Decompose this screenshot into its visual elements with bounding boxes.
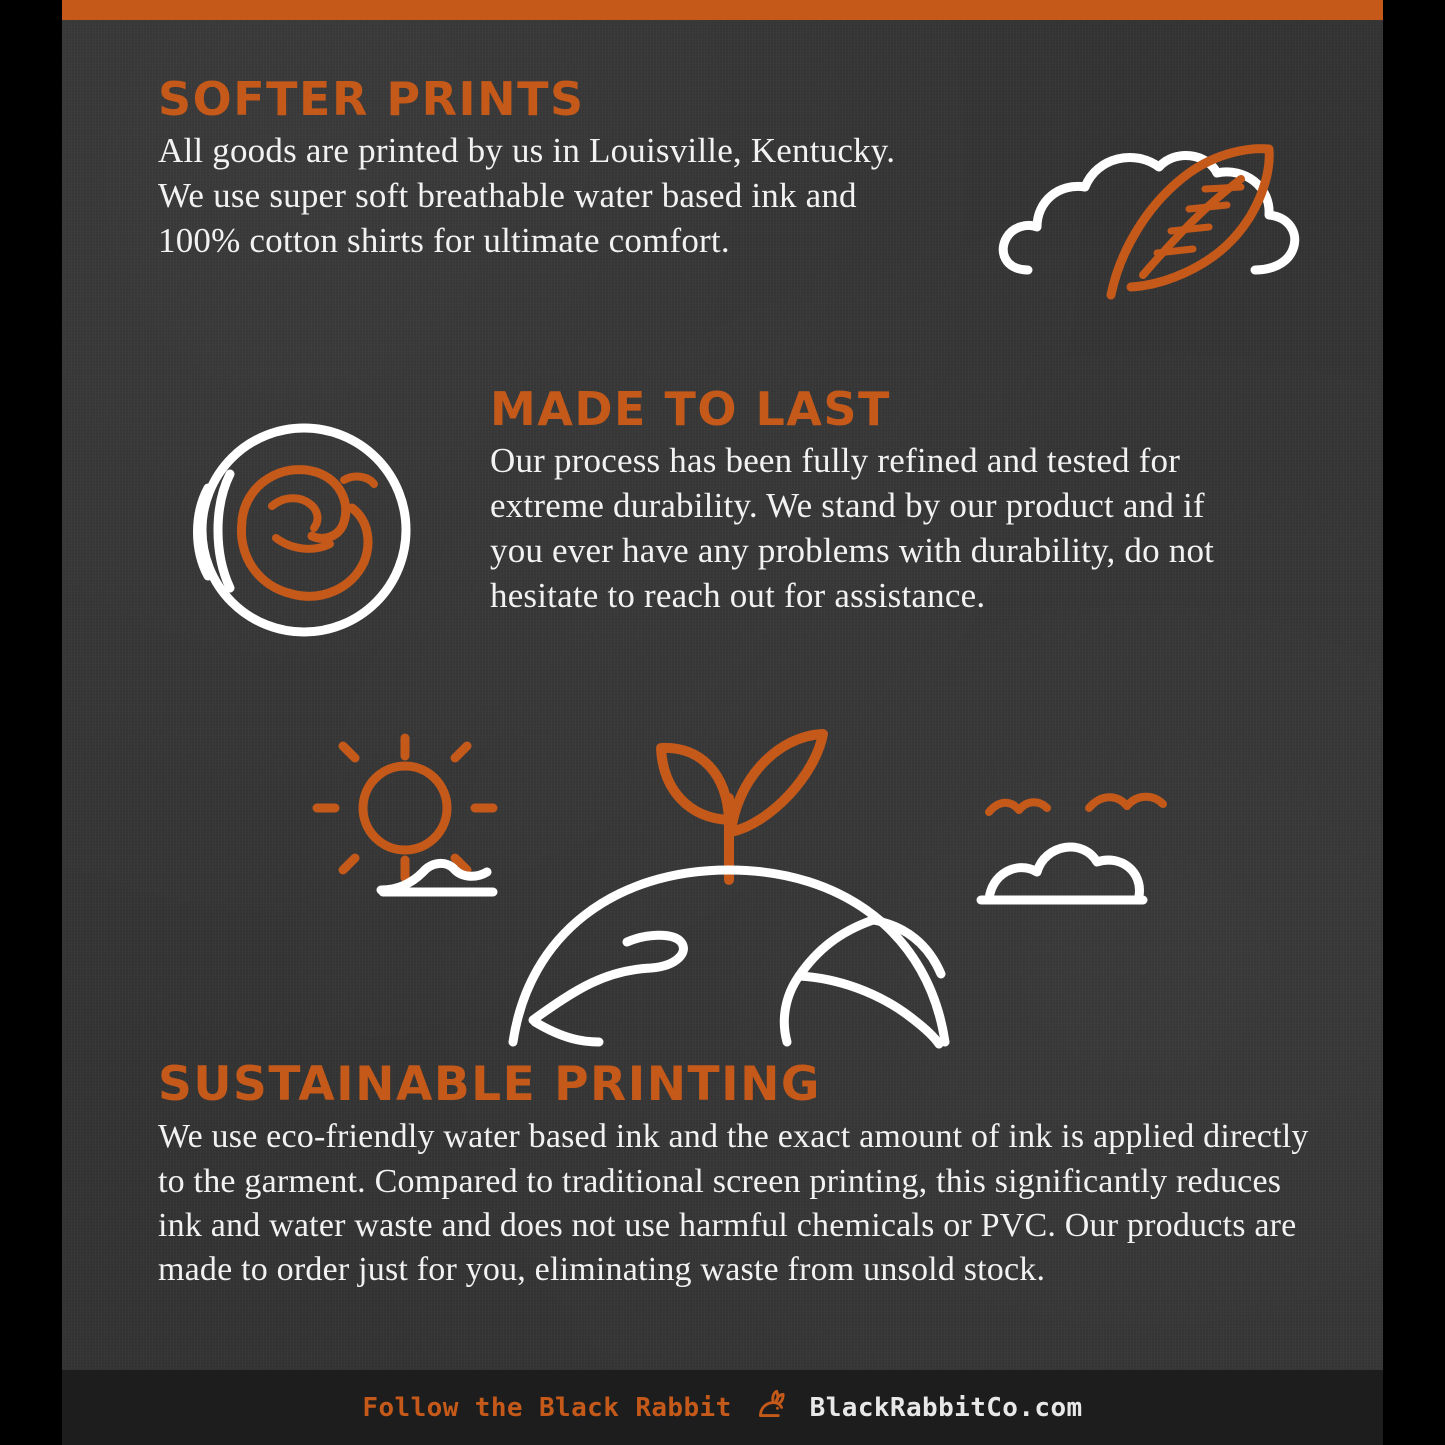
footer-follow-text: Follow the Black Rabbit [362, 1392, 732, 1423]
section-sustainable-printing [158, 1057, 1318, 1292]
top-accent-bar [62, 0, 1383, 20]
sustainable-printing-heading: SUSTAINABLE PRINTING [158, 1057, 822, 1112]
fabric-canvas [62, 20, 1383, 1370]
section-made-to-last [490, 382, 1230, 618]
sustainable-printing-body: We use eco-friendly water based ink and the exact amount of ink is applied directly to the garment. Compared to traditional screen printing, this significantly reduces ink and water waste and does not use harmful chemicals or PVC. Our products are made to order just for you, eliminating waste from unsold stock. [158, 1118, 1309, 1288]
made-to-last-heading: MADE TO LAST [490, 382, 891, 436]
footer-website[interactable]: BlackRabbitCo.com [809, 1392, 1083, 1423]
right-frame-bar [1383, 0, 1445, 1445]
footer-bar [62, 1370, 1383, 1445]
made-to-last-body: Our process has been fully refined and tested for extreme durability. We stand by our product and if you ever have any problems with durability, do not hesitate to reach out for assistance. [490, 441, 1215, 615]
softer-prints-heading: SOFTER PRINTS [158, 72, 585, 126]
earth-sprout-sun-icon [277, 720, 1177, 1055]
cloud-feather-icon [993, 105, 1323, 315]
section-softer-prints [158, 72, 918, 264]
softer-prints-body: All goods are printed by us in Louisville, Kentucky. We use super soft breathable water based ink and 100% cotton shirts for ultimate comfort. [158, 131, 896, 260]
rabbit-icon [754, 1388, 788, 1427]
left-frame-bar [0, 0, 62, 1445]
flexed-bicep-icon [172, 410, 432, 650]
